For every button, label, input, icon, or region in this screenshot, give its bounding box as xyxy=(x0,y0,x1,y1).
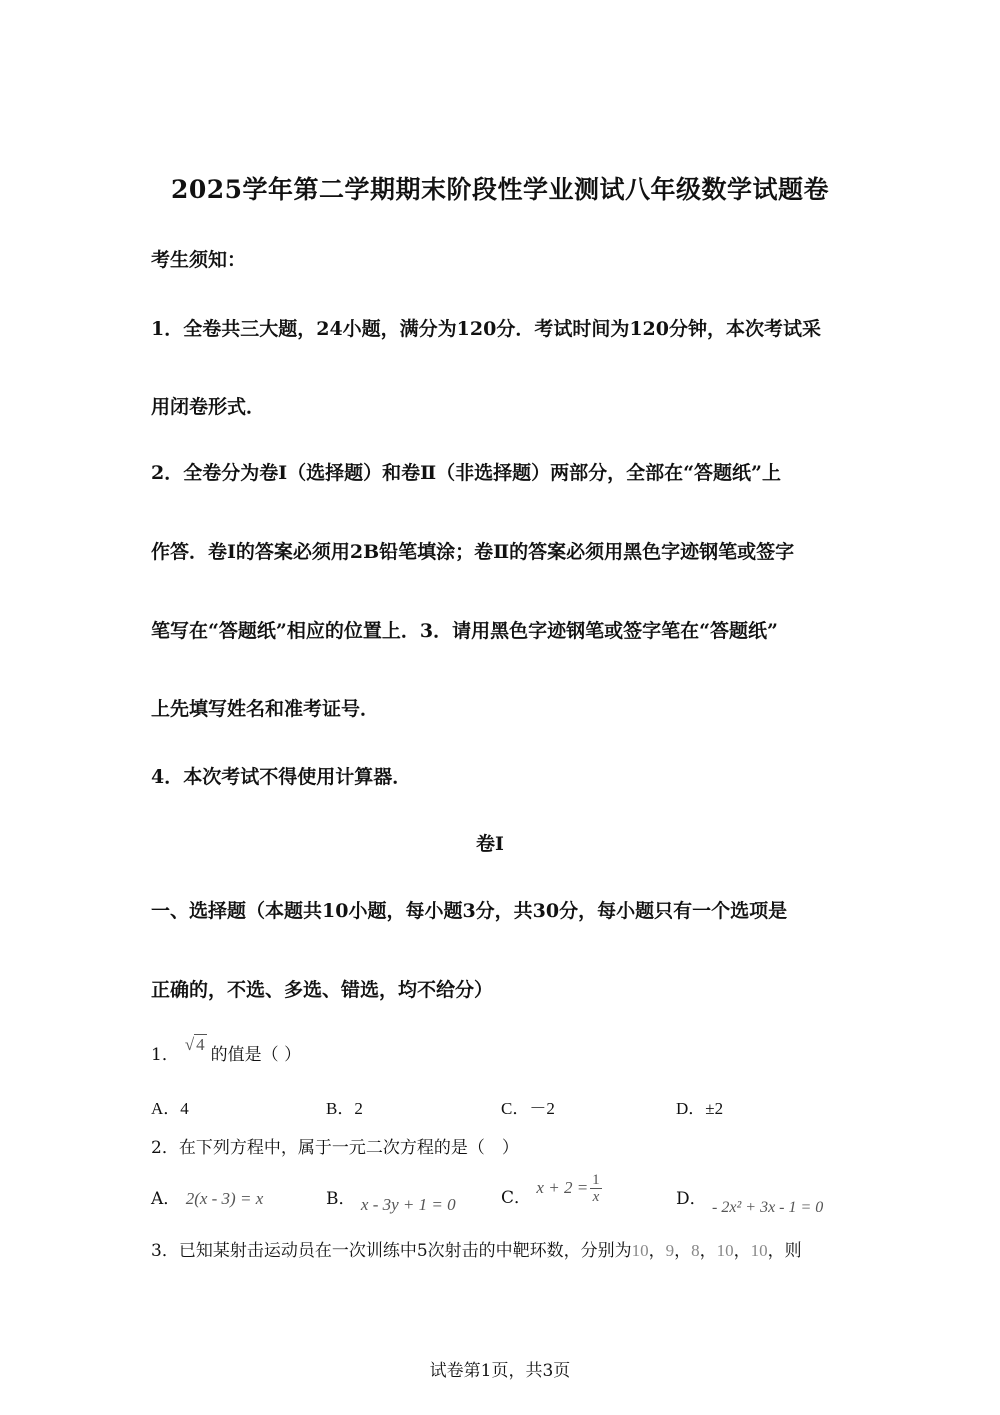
notice-heading: 考生须知： xyxy=(151,249,247,271)
part-heading: 一、选择题（本题共10小题，每小题3分，共30分，每小题只有一个选项是 xyxy=(151,900,788,922)
option-c: C．－2 xyxy=(501,1099,555,1118)
equation: x + 2 = xyxy=(536,1178,589,1197)
score-value: 10 xyxy=(631,1241,649,1260)
question-text: 的值是（ ） xyxy=(210,1045,302,1065)
option-label: A． xyxy=(151,1189,181,1209)
sqrt-expression: √ 4 xyxy=(184,1035,205,1054)
notice-line: 作答．卷Ⅰ的答案必须用2B铅笔填涂；卷Ⅱ的答案必须用黑色字迹钢笔或签字 xyxy=(151,541,795,563)
option-label: C． xyxy=(501,1188,532,1208)
fraction xyxy=(590,1172,602,1205)
question-text: 3．已知某射击运动员在一次训练中5次射击的中靶环数，分别为 xyxy=(151,1241,632,1261)
separator: ， xyxy=(648,1241,666,1261)
separator: ， xyxy=(733,1241,751,1261)
score-value: 8 xyxy=(691,1241,700,1260)
notice-line: 2．全卷分为卷Ⅰ（选择题）和卷Ⅱ（非选择题）两部分，全部在“答题纸”上 xyxy=(151,462,781,484)
option-label: B． xyxy=(326,1189,356,1209)
notice-line: 上先填写姓名和准考证号． xyxy=(151,698,380,720)
section-label: 卷Ⅰ xyxy=(476,833,504,855)
separator: ， xyxy=(674,1241,692,1261)
score-value: 9 xyxy=(665,1241,675,1260)
option-b: B．2 xyxy=(326,1099,363,1118)
question-1 xyxy=(151,1035,302,1065)
equation: 2(x - 3) = x xyxy=(185,1189,264,1208)
score-value: 10 xyxy=(750,1241,768,1260)
notice-line: 用闭卷形式． xyxy=(151,396,266,418)
notice-line: 1．全卷共三大题，24小题，满分为120分．考试时间为120分钟，本次考试采 xyxy=(151,318,821,340)
option-c xyxy=(501,1172,602,1208)
notice-line: 笔写在“答题纸”相应的位置上．3．请用黑色字迹钢笔或签字笔在“答题纸” xyxy=(151,620,778,642)
option-b xyxy=(326,1184,456,1214)
equation: - 2x² + 3x - 1 = 0 xyxy=(712,1199,824,1216)
question-2: 2．在下列方程中，属于一元二次方程的是（ ） xyxy=(151,1138,519,1158)
option-d: D．±2 xyxy=(676,1099,724,1118)
question-number: 1． xyxy=(151,1045,179,1065)
part-heading: 正确的，不选、多选、错选，均不给分） xyxy=(151,979,494,1001)
radicand: 4 xyxy=(196,1035,205,1054)
numerator: 1 xyxy=(592,1172,600,1188)
option-label: D． xyxy=(676,1189,707,1209)
option-a: A．4 xyxy=(151,1099,189,1118)
equation: x - 3y + 1 = 0 xyxy=(360,1195,456,1214)
denominator: x xyxy=(592,1189,600,1205)
question-tail: ，则 xyxy=(767,1241,802,1261)
score-value: 10 xyxy=(716,1241,734,1260)
question-3 xyxy=(151,1236,802,1261)
option-a xyxy=(151,1184,263,1209)
page-footer: 试卷第1页，共3页 xyxy=(429,1361,571,1381)
option-d xyxy=(676,1184,824,1216)
separator: ， xyxy=(699,1241,717,1261)
notice-line: 4．本次考试不得使用计算器． xyxy=(151,766,412,788)
exam-title: 2025学年第二学期期末阶段性学业测试八年级数学试题卷 xyxy=(170,175,830,204)
